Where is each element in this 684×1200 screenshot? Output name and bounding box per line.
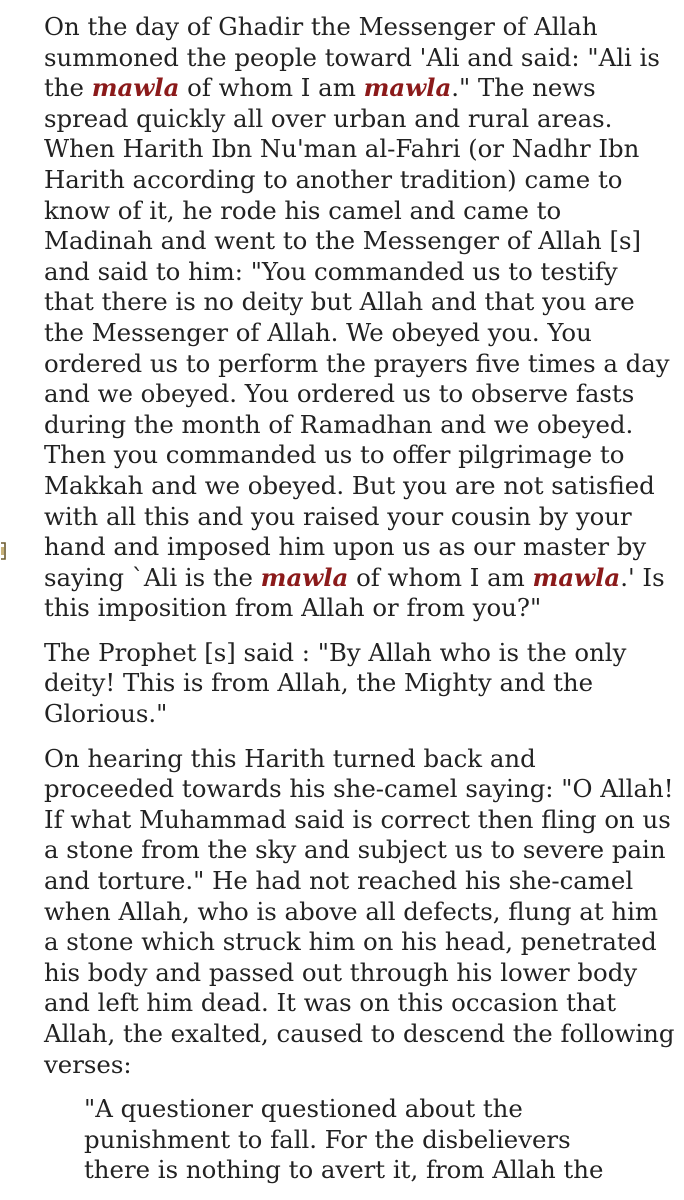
text-line: there is nothing to avert it, from Allah the bbox=[84, 1155, 604, 1185]
text-line: hand and imposed him upon us as our master by bbox=[44, 532, 647, 562]
text-line: Then you commanded us to offer pilgrimage to bbox=[44, 440, 625, 470]
text-run: ." The news bbox=[451, 73, 596, 103]
text-line: ordered us to perform the prayers five times a day bbox=[44, 348, 670, 378]
text-line: "A questioner questioned about the bbox=[84, 1094, 523, 1124]
text-line: during the month of Ramadhan and we obeyed. bbox=[44, 409, 634, 439]
text-line bbox=[44, 563, 684, 594]
text-line: If what Muhammad said is correct then fling on us bbox=[44, 804, 671, 834]
text-line: summoned the people toward 'Ali and said: "Ali is bbox=[44, 42, 660, 72]
text-line: a stone from the sky and subject us to severe pain bbox=[44, 835, 666, 865]
text-line: Glorious." bbox=[44, 699, 168, 729]
text-line: this imposition from Allah or from you?" bbox=[44, 593, 542, 623]
text-run: of whom I am bbox=[179, 73, 364, 103]
paragraph-harith bbox=[44, 744, 684, 1081]
text-line: and we obeyed. You ordered us to observe fasts bbox=[44, 379, 635, 409]
text-line: and left him dead. It was on this occasion that bbox=[44, 988, 617, 1018]
quran-verse-quote bbox=[84, 1094, 684, 1186]
text-line bbox=[44, 73, 684, 104]
text-line: his body and passed out through his lower body bbox=[44, 957, 638, 987]
text-line: Madinah and went to the Messenger of Allah [s] bbox=[44, 226, 642, 256]
text-line: that there is no deity but Allah and that you are bbox=[44, 287, 635, 317]
mawla-term: mawla bbox=[260, 562, 349, 592]
text-line: know of it, he rode his camel and came to bbox=[44, 195, 562, 225]
text-line: when Allah, who is above all defects, flung at him bbox=[44, 896, 659, 926]
text-run: .' Is bbox=[620, 562, 665, 592]
text-line: a stone which struck him on his head, penetrated bbox=[44, 927, 657, 957]
mawla-term: mawla bbox=[532, 562, 621, 592]
article-body bbox=[44, 12, 684, 1200]
text-line: On hearing this Harith turned back and bbox=[44, 743, 536, 773]
mawla-term: mawla bbox=[363, 73, 452, 103]
text-run: saying `Ali is the bbox=[44, 562, 261, 592]
text-line: spread quickly all over urban and rural areas. bbox=[44, 103, 613, 133]
text-line: with all this and you raised your cousin by your bbox=[44, 501, 632, 531]
text-line: the Messenger of Allah. We obeyed you. You bbox=[44, 317, 592, 347]
text-line: verses: bbox=[44, 1049, 132, 1079]
mawla-term: mawla bbox=[91, 73, 180, 103]
paragraph-ghadir bbox=[44, 12, 684, 624]
text-line: Harith according to another tradition) came to bbox=[44, 164, 623, 194]
text-line: deity! This is from Allah, the Mighty and the bbox=[44, 668, 594, 698]
text-line: proceeded towards his she-camel saying: "O Allah! bbox=[44, 774, 674, 804]
text-line: punishment to fall. For the disbelievers bbox=[84, 1124, 571, 1154]
text-line: Allah, the exalted, caused to descend the following bbox=[44, 1019, 675, 1048]
text-run: the bbox=[44, 73, 92, 103]
paragraph-prophet-reply bbox=[44, 638, 684, 730]
text-line: On the day of Ghadir the Messenger of Allah bbox=[44, 12, 598, 41]
text-line: and said to him: "You commanded us to testify bbox=[44, 256, 618, 286]
text-line: When Harith Ibn Nu'man al-Fahri (or Nadhr Ibn bbox=[44, 134, 640, 164]
text-run: of whom I am bbox=[348, 562, 533, 592]
text-line: The Prophet [s] said : "By Allah who is the only bbox=[44, 637, 627, 667]
text-line: and torture." He had not reached his she-camel bbox=[44, 866, 634, 896]
text-line: Makkah and we obeyed. But you are not satisfied bbox=[44, 470, 655, 500]
margin-bracket-icon bbox=[0, 541, 6, 561]
